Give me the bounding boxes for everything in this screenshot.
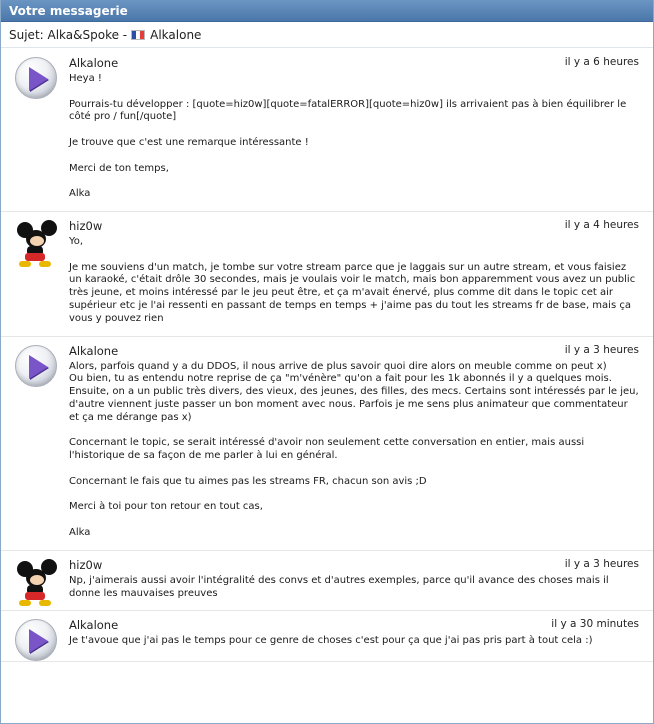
message-author[interactable]: Alkalone [69, 618, 119, 633]
message-timestamp: il y a 3 heures [564, 557, 639, 570]
avatar-container [1, 212, 69, 336]
message-body [69, 633, 639, 658]
message-timestamp: il y a 6 heures [564, 56, 639, 68]
message-author[interactable]: Alkalone [69, 343, 119, 358]
message-author[interactable]: Alkalone [69, 56, 119, 70]
play-orb-avatar-icon[interactable] [15, 57, 57, 99]
message-paragraph: Alka [69, 188, 91, 200]
message-item [1, 551, 653, 612]
subject-user-link[interactable]: Alkalone [150, 27, 202, 42]
message-paragraph: Np, j'aimerais aussi avoir l'intégralité des convs et d'autres exemples, parce qu'il avance des choses mais il donne les mauvaises preuves [69, 574, 609, 599]
message-paragraph: Concernant le fais que tu aimes pas les streams FR, chacun son avis ;D [69, 475, 427, 487]
message-paragraph: Heya ! [69, 73, 102, 84]
message-paragraph: Je me souviens d'un match, je tombe sur votre stream parce que je laggais sur un autre stream, et vous faisiez un karaoké, c'était drôle 30 secondes, mais je voulais voir le match, mais bon apparemment vous avez un public très jeune, et moins intéressé par le jeu peut être, et ça m'avait énervé, plus comme dit dans le topic cet air supérieur etc je l'ai ressenti en passant de temps en temps + j'aime pas du tout les streams fr de base, mais ça vous y pouvez rien [69, 261, 636, 324]
message-item [1, 611, 653, 662]
mickey-avatar-icon[interactable] [15, 220, 59, 268]
subject-line [1, 22, 653, 48]
message-paragraph: Merci de ton temps, [69, 162, 169, 174]
message-paragraph: Alors, parfois quand y a du DDOS, il nous arrive de plus savoir quoi dire alors on meuble comme on peut x) Ou bien, tu as entendu notre reprise de ça "m'vénère" qu'on a fait pour les 1k abonnés il y a quelques mois. Ensuite, on a un public très divers, des vieux, des jeunes, des filles, des mecs. Certains sont intéressés par le jeu, d'autre viennent juste passer un bon moment avec nous. Parfois je me sens plus animateur que commentateur et ça me dérange pas x) [69, 360, 639, 423]
message-body [69, 71, 639, 211]
play-orb-avatar-icon[interactable] [15, 619, 57, 661]
subject-label: Sujet: [9, 27, 44, 42]
message-timestamp: il y a 3 heures [564, 343, 639, 356]
message-paragraph: Je t'avoue que j'ai pas le temps pour ce genre de choses c'est pour ça que j'ai pas pris part à tout cela :) [69, 635, 593, 647]
message-author[interactable]: hiz0w [69, 557, 103, 572]
message-paragraph: Merci à toi pour ton retour en tout cas, [69, 501, 263, 513]
message-paragraph: Pourrais-tu développer : [quote=hiz0w][quote=fatalERROR][quote=hiz0w] ils arrivaient pas à bien équilibrer le côté pro / fun[/quote] [69, 98, 627, 123]
message-item [1, 337, 653, 551]
avatar-container [1, 49, 69, 211]
mickey-avatar-icon[interactable] [15, 559, 59, 607]
message-item [1, 49, 653, 212]
message-timestamp: il y a 30 minutes [551, 618, 639, 631]
message-paragraph: Concernant le topic, se serait intéressé d'avoir non seulement cette conversation en entier, mais aussi l'historique de sa façon de me parler à lui en général. [69, 437, 585, 462]
message-body [69, 359, 639, 550]
message-timestamp: il y a 4 heures [564, 218, 639, 231]
france-flag-icon [131, 30, 145, 40]
play-orb-avatar-icon[interactable] [15, 345, 57, 387]
avatar-container [1, 337, 69, 550]
message-body [69, 234, 639, 336]
message-list [1, 49, 653, 662]
message-body [69, 573, 639, 611]
message-paragraph: Alka [69, 526, 91, 538]
message-paragraph: Yo, [69, 235, 84, 247]
message-paragraph: Je trouve que c'est une remarque intéressante ! [69, 136, 309, 148]
panel-header: Votre messagerie [1, 0, 653, 22]
avatar-container [1, 551, 69, 611]
subject-text: Alka&Spoke - [47, 27, 128, 42]
message-author[interactable]: hiz0w [69, 218, 103, 233]
avatar-container [1, 611, 69, 661]
message-item [1, 212, 653, 337]
